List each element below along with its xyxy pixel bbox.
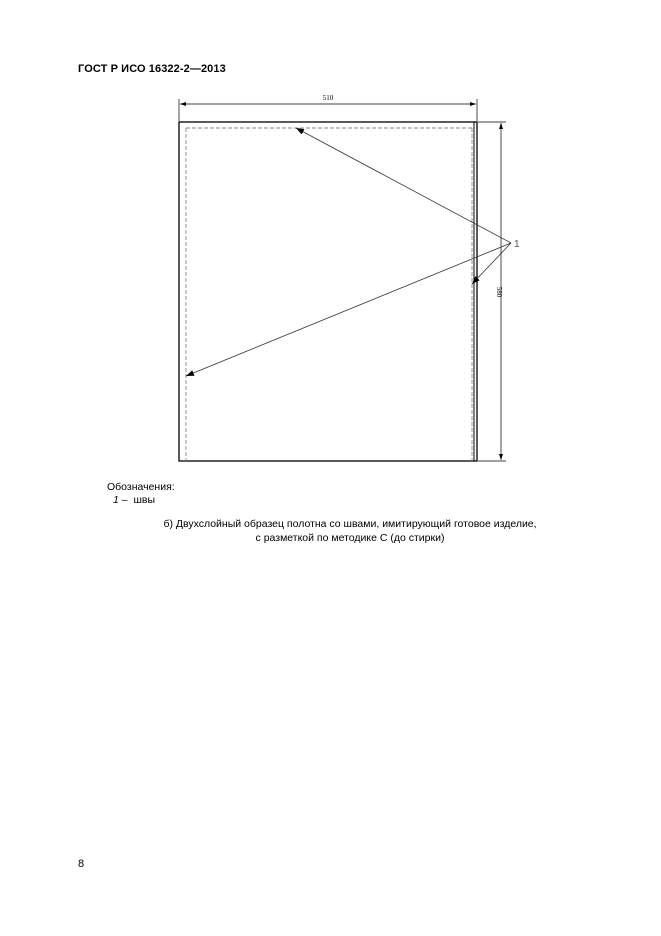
document-header: ГОСТ Р ИСО 16322-2—2013: [78, 63, 226, 75]
leader-to-right-seam: [472, 243, 511, 284]
figure-caption-line-2: с разметкой по методике С (до стирки): [255, 532, 445, 544]
legend-item-text: швы: [133, 494, 155, 506]
fabric-outline: [179, 122, 477, 461]
figure-caption-line-1: б) Двухслойный образец полотна со швами, имитирующий готовое изделие,: [163, 518, 537, 530]
height-dimension-label: 580: [495, 286, 503, 298]
legend-title: Обозначения:: [107, 481, 175, 493]
page-number: 8: [78, 858, 85, 870]
leader-to-top-seam: [296, 128, 511, 243]
legend-item-separator: –: [118, 494, 134, 506]
leader-to-left-seam: [186, 243, 511, 376]
callout-number: 1: [514, 239, 520, 250]
legend-item-number: 1: [113, 494, 119, 506]
legend-item: [113, 494, 155, 506]
width-dimension-label: 510: [322, 94, 334, 102]
